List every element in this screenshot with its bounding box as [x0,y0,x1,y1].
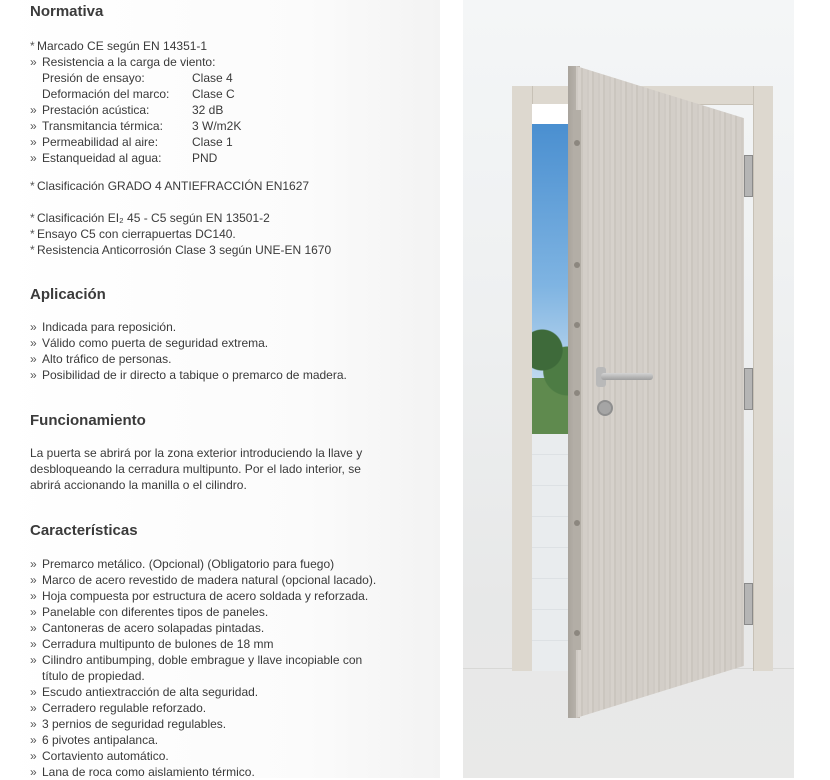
list-item: » Cilindro antibumping, doble embrague y llave incopiable con [30,653,363,667]
list-item: » Permeabilidad al aire: Clase 1 [30,135,233,149]
page-margin [794,0,830,778]
list-item: * Marcado CE según EN 14351-1 [30,39,208,53]
list-item: » Cerradero regulable reforzado. [30,701,207,715]
lock-cylinder-icon [597,400,613,416]
list-item: » Cerradura multipunto de bulones de 18 mm [30,637,274,651]
section-title-caracteristicas: Características [30,522,138,539]
aplicacion-list [30,319,347,383]
list-item: » Resistencia a la carga de viento: [30,55,216,69]
list-item: * Ensayo C5 con cierrapuertas DC140. [30,227,236,241]
list-item: » Cortaviento automático. [30,749,169,763]
list-item: » Marco de acero revestido de madera natural (opcional lacado). [30,573,377,587]
list-item: título de propiedad. [42,669,145,683]
list-item: * Clasificación GRADO 4 ANTIEFRACCIÓN EN1627 [30,179,310,193]
list-item: » Estanqueidad al agua: PND [30,151,218,165]
door-frame-right [753,86,773,671]
list-item: » Indicada para reposición. [30,320,177,334]
list-item: » Prestación acústica: 32 dB [30,103,224,117]
list-item: » Premarco metálico. (Opcional) (Obligatorio para fuego) [30,557,335,571]
list-item: » Válido como puerta de seguridad extrema. [30,336,269,350]
bolt-icon [574,140,580,146]
list-item: » Posibilidad de ir directo a tabique o premarco de madera. [30,368,347,382]
door-frame-left [512,86,533,671]
list-item: » Hoja compuesta por estructura de acero soldada y reforzada. [30,589,369,603]
list-item: Deformación del marco: Clase C [42,87,235,101]
normativa-list [30,38,241,166]
bolt-icon [574,520,580,526]
hinge-icon [744,583,753,625]
hinge-icon [744,155,753,197]
list-item: * Resistencia Anticorrosión Clase 3 según UNE-EN 1670 [30,243,332,257]
clasificacion-ei-list [30,210,331,258]
list-item: » Panelable con diferentes tipos de paneles. [30,605,269,619]
list-item: Presión de ensayo: Clase 4 [42,71,233,85]
caracteristicas-list [30,556,376,780]
funcionamiento-text: La puerta se abrirá por la zona exterior introduciendo la llave y desbloqueando la cerradura multipunto. Por el lado interior, se abrirá accionando la manilla o el cilindro. [30,446,363,492]
list-item: » Transmitancia térmica: 3 W/m2K [30,119,242,133]
hinge-icon [744,368,753,410]
door-leaf [576,66,744,718]
section-title-aplicacion: Aplicación [30,286,106,303]
door-handle-icon [601,373,653,380]
list-item: » Escudo antiextracción de alta seguridad. [30,685,259,699]
list-item: » Cantoneras de acero solapadas pintadas. [30,621,265,635]
list-item: » 3 pernios de seguridad regulables. [30,717,227,731]
section-title-normativa: Normativa [30,3,104,20]
list-item: » Lana de roca como aislamiento térmico. [30,765,255,779]
list-item: » Alto tráfico de personas. [30,352,172,366]
bolt-icon [574,630,580,636]
multipoint-lock-strip [573,110,581,650]
list-item: » 6 pivotes antipalanca. [30,733,159,747]
door-photo-icon [463,0,794,778]
bolt-icon [574,322,580,328]
clasificacion-grado-list [30,178,309,194]
section-title-funcionamiento: Funcionamiento [30,412,146,429]
bolt-icon [574,262,580,268]
list-item: * Clasificación EI₂ 45 - C5 según EN 13501-2 [30,211,270,225]
bolt-icon [574,390,580,396]
